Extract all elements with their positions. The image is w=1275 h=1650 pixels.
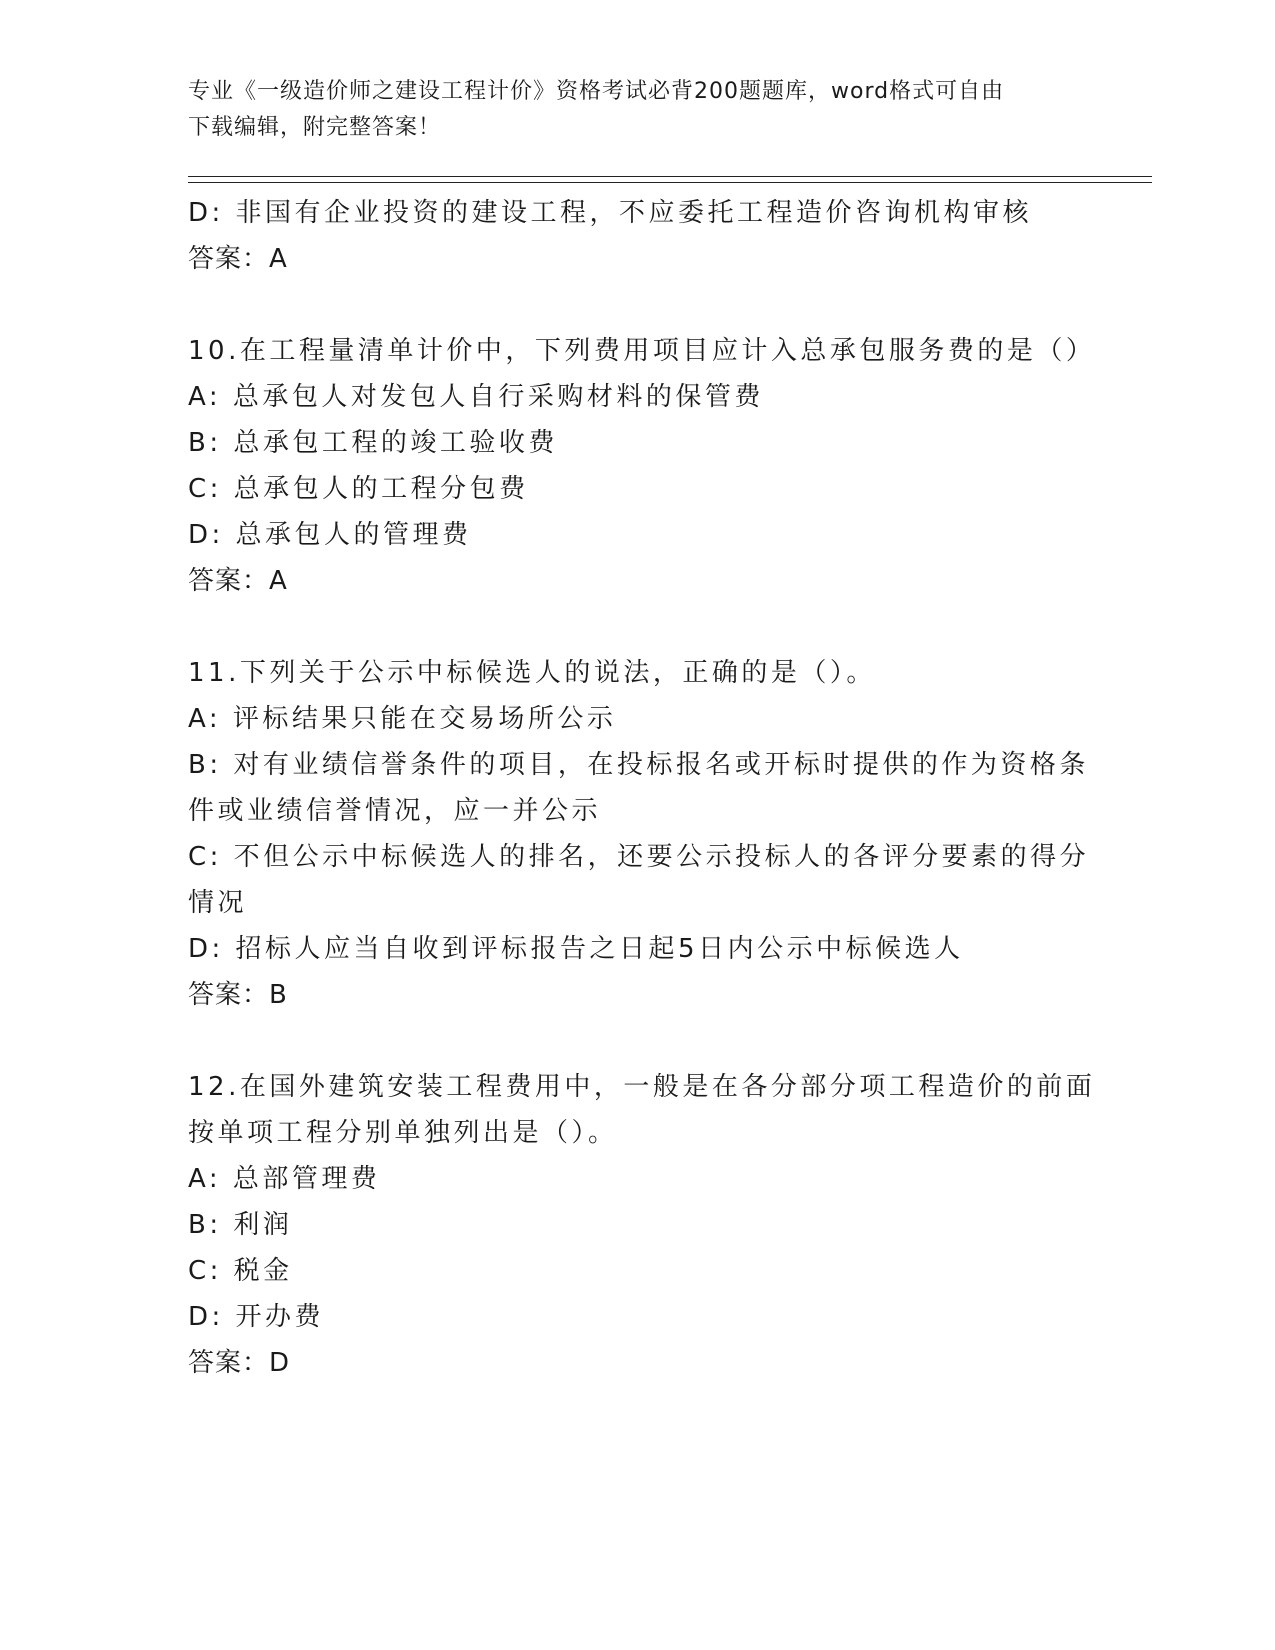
option-d: D: 非国有企业投资的建设工程，不应委托工程造价咨询机构审核 <box>188 198 1033 228</box>
answer-line: 答案：A <box>188 566 288 596</box>
spacer <box>188 282 1088 328</box>
option-d: D: 开办费 <box>188 1302 325 1332</box>
header-line-2: 下载编辑，附完整答案！ <box>188 115 442 140</box>
option-a: A: 总部管理费 <box>188 1164 381 1194</box>
option-d: D: 招标人应当自收到评标报告之日起5日内公示中标候选人 <box>188 934 964 964</box>
option-a: A: 评标结果只能在交易场所公示 <box>188 704 617 734</box>
previous-question-tail <box>188 190 1088 282</box>
option-c-continued: 情况 <box>188 888 248 918</box>
question-stem: 12.在国外建筑安装工程费用中，一般是在各分部分项工程造价的前面 <box>188 1072 1096 1102</box>
question-12 <box>188 1064 1096 1386</box>
spacer <box>188 604 1088 650</box>
option-c: C: 总承包人的工程分包费 <box>188 474 529 504</box>
header-line-1: 专业《一级造价师之建设工程计价》资格考试必背200题题库，word格式可自由 <box>188 79 1005 104</box>
question-11 <box>188 650 1088 1018</box>
question-stem: 10.在工程量清单计价中，下列费用项目应计入总承包服务费的是（） <box>188 336 1096 366</box>
option-b: B: 对有业绩信誉条件的项目，在投标报名或开标时提供的作为资格条 <box>188 750 1089 780</box>
question-10 <box>188 328 1096 604</box>
option-d: D: 总承包人的管理费 <box>188 520 472 550</box>
option-b-continued: 件或业绩信誉情况，应一并公示 <box>188 796 602 826</box>
spacer <box>188 1018 1088 1064</box>
answer-line: 答案：D <box>188 1348 291 1378</box>
option-b: B: 总承包工程的竣工验收费 <box>188 428 558 458</box>
question-stem: 11.下列关于公示中标候选人的说法，正确的是（）。 <box>188 658 876 688</box>
header-divider-bottom <box>188 182 1152 183</box>
document-body <box>188 190 1096 1386</box>
question-stem-continued: 按单项工程分别单独列出是（）。 <box>188 1118 618 1148</box>
answer-line: 答案：B <box>188 980 288 1010</box>
option-c: C: 不但公示中标候选人的排名，还要公示投标人的各评分要素的得分 <box>188 842 1090 872</box>
option-b: B: 利润 <box>188 1210 293 1240</box>
header-divider-top <box>188 176 1152 177</box>
answer-line: 答案：A <box>188 244 288 274</box>
document-header <box>188 74 1088 146</box>
option-c: C: 税金 <box>188 1256 293 1286</box>
option-a: A: 总承包人对发包人自行采购材料的保管费 <box>188 382 764 412</box>
